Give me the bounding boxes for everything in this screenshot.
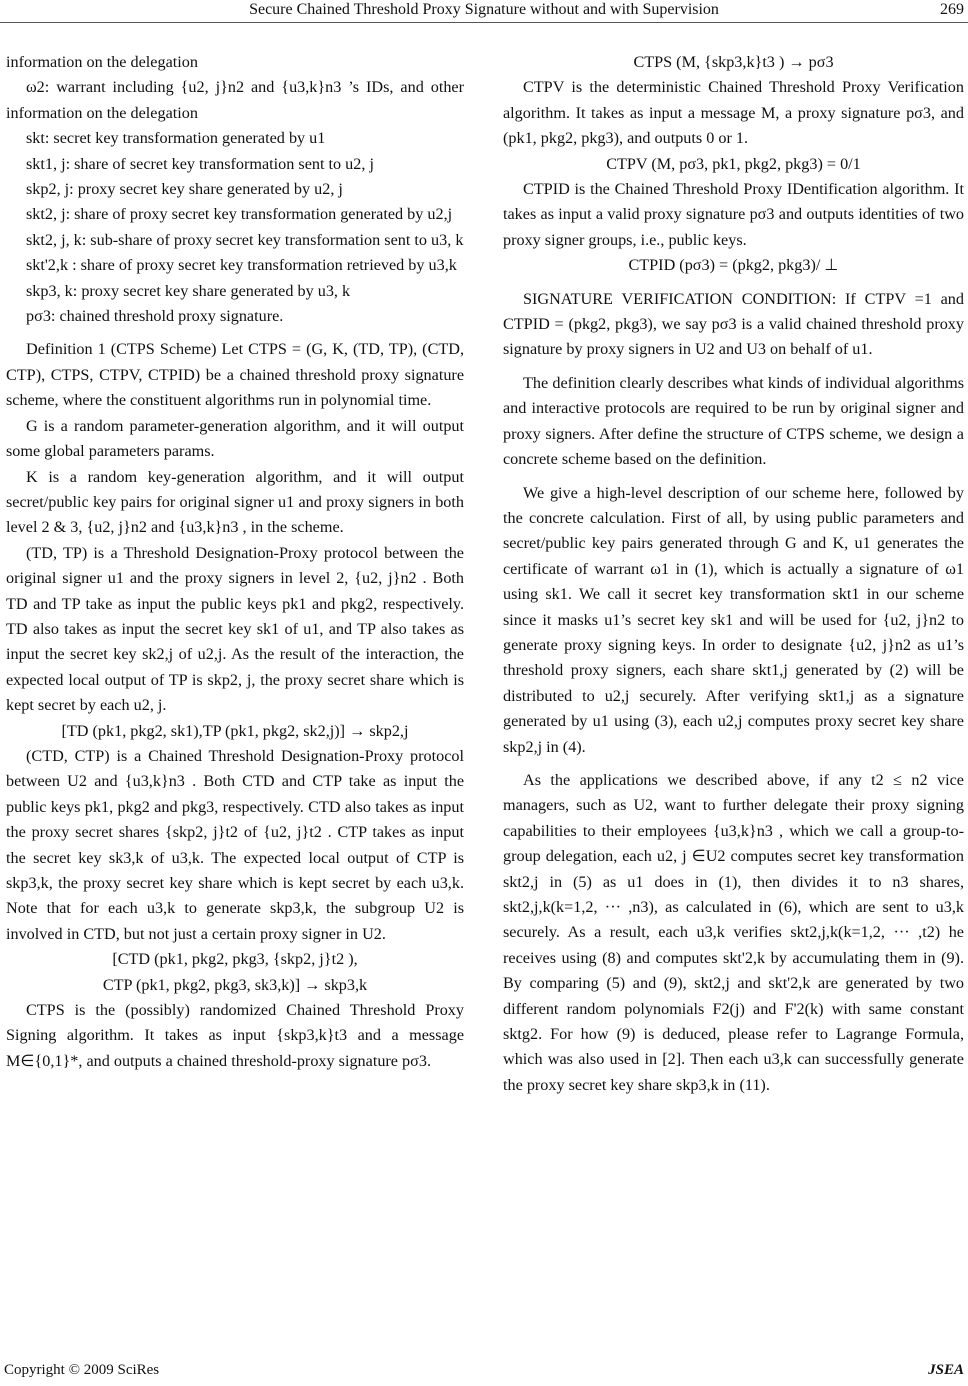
equation: [CTD (pk1, pkg2, pkg3, {skp2, j}t2 ), [112,950,358,969]
paragraph: CTPID is the Chained Threshold Proxy IDentification algorithm. It takes as input a valid proxy signature pσ3 and outputs identities of two proxy signer groups, i.e., public keys. [503,180,964,249]
equation: [TD (pk1, pkg2, sk1),TP (pk1, pkg2, sk2,j)] → skp2,j [61,721,409,740]
paragraph: CTPS is the (possibly) randomized Chained Threshold Proxy Signing algorithm. It takes as input {skp3,k}t3 and a message M∈{0,1}*, and outputs a chained threshold-proxy signature pσ3. [6,1001,464,1070]
page-number: 269 [940,1,964,18]
equation: CTP (pk1, pkg2, pkg3, sk3,k)] → skp3,k [102,975,368,994]
paragraph: skp2, j: proxy secret key share generated by u2, j [26,180,343,199]
paragraph: skt1, j: share of secret key transformation sent to u2, j [26,154,374,173]
paragraph: As the applications we described above, if any t2 ≤ n2 vice managers, such as U2, want to further delegate their proxy signing capabilities to their employees {u3,k}n3 , which we call a group-to-group delegation, each u2, j ∈U2 computes secret key transformation skt2,j in (5) as u1 does in (1), then divides it to n3 shares, skt2,j,k(k=1,2, ··· ,n3), as calculated in (6), which are sent to u3,k securely. As a result, each u3,k verifies skt2,j,k(k=1,2, ··· ,t2) he receives using (8) and computes skt'2,k by accumulating them in (9). By comparing (5) and (9), skt2,j and skt'2,k are generated by two different random polynomials F2(j) and F'2(k) with same constant sktg2. For how (9) is deduced, please refer to Lagrange Formula, which was also used in [2]. Then each u3,k can successfully generate the proxy secret key share skp3,k in (11). [503,770,964,1094]
right-column [503,50,964,1098]
paragraph: (TD, TP) is a Threshold Designation-Proxy protocol between the original signer u1 and the proxy signers in level 2, {u2, j}n2 . Both TD and TP take as input the public keys pk1 and pkg2, respectively. TD also takes as input the secret key sk1 of u1, and TP also takes as input the secret key sk2,j of u2,j. As the result of the interaction, the expected local output of TP is skp2, j, the proxy secret share which is kept secret by each u2, j. [6,543,464,715]
page-header [0,0,968,23]
definition-paragraph: Definition 1 (CTPS Scheme) Let CTPS = (G, K, (TD, TP), (CTD, CTP), CTPS, CTPV, CTPID) be a chained threshold proxy signature scheme, where the constituent algorithms run in polynomial time. [6,340,464,410]
equation: CTPID (pσ3) = (pkg2, pkg3)/ ⊥ [628,256,839,275]
paragraph: (CTD, CTP) is a Chained Threshold Designation-Proxy protocol between U2 and {u3,k}n3 . Both CTD and CTP take as input the public keys pk1, pkg2 and pkg3, respectively. CTD also takes as input the proxy secret shares {skp2, j}t2 of {u2, j}t2 . CTP takes as input the secret key sk3,k of u3,k. The expected local output of CTP is skp3,k, the proxy secret key share which is kept secret by each u3,k. Note that for each u3,k to generate skp3,k, the subgroup U2 is involved in CTD, but not just a certain proxy signer in U2. [6,746,464,943]
paragraph: skt2, j: share of proxy secret key transformation generated by u2,j [26,205,453,224]
equation: CTPS (M, {skp3,k}t3 ) → pσ3 [633,53,834,71]
paragraph: skp3, k: proxy secret key share generated by u3, k [26,281,351,300]
paragraph: pσ3: chained threshold proxy signature. [26,307,284,326]
paragraph: skt: secret key transformation generated by u1 [26,129,326,148]
running-title: Secure Chained Threshold Proxy Signature without and with Supervision [249,1,719,18]
paragraph: CTPV is the deterministic Chained Threshold Proxy Verification algorithm. It takes as input a message M, a proxy signature pσ3, and (pk1, pkg2, pkg3), and outputs 0 or 1. [503,78,964,148]
paragraph: skt2, j, k: sub-share of proxy secret key transformation sent to u3, k [26,230,464,249]
paragraph: G is a random parameter-generation algorithm, and it will output some global parameters params. [6,416,464,461]
paragraph: skt'2,k : share of proxy secret key transformation retrieved by u3,k [26,256,457,275]
paragraph: The definition clearly describes what kinds of individual algorithms and interactive protocols are required to be run by original signer and proxy signers. After define the structure of CTPS scheme, we design a concrete scheme based on the definition. [503,373,964,469]
equation: CTPV (M, pσ3, pk1, pkg2, pkg3) = 0/1 [606,154,861,173]
left-column [6,50,464,1074]
paragraph: K is a random key-generation algorithm, and it will output secret/public key pairs for original signer u1 and proxy signers in both level 2 & 3, {u2, j}n2 and {u3,k}n3 , in the scheme. [6,467,464,537]
paragraph: SIGNATURE VERIFICATION CONDITION: If CTPV =1 and CTPID = (pkg2, pkg3), we say pσ3 is a valid chained threshold proxy signature by proxy signers in U2 and U3 on behalf of u1. [503,289,964,359]
paragraph: information on the delegation [6,53,198,71]
paragraph: ω2: warrant including {u2, j}n2 and {u3,k}n3 ’s IDs, and other information on the delegation [6,78,464,122]
copyright-notice: Copyright © 2009 SciRes [4,1362,160,1378]
journal-name: JSEA [928,1362,964,1378]
paragraph: We give a high-level description of our scheme here, followed by the concrete calculation. First of all, by using public parameters and secret/public key pairs generated through G and K, u1 generates the certificate of warrant ω1 in (1), which is actually a signature of ω1 using sk1. We call it secret key transformation skt1 in our scheme since it masks u1’s secret key sk1 and will be used for {u2, j}n2 to generate proxy signing keys. In order to designate {u2, j}n2 as u1’s threshold proxy signers, each share skt1,j generated by (2) will be distributed to u2,j securely. After verifying skt1,j as a signature generated by u1 using (3), each u2,j computes proxy secret key share skp2,j in (4). [503,483,964,756]
